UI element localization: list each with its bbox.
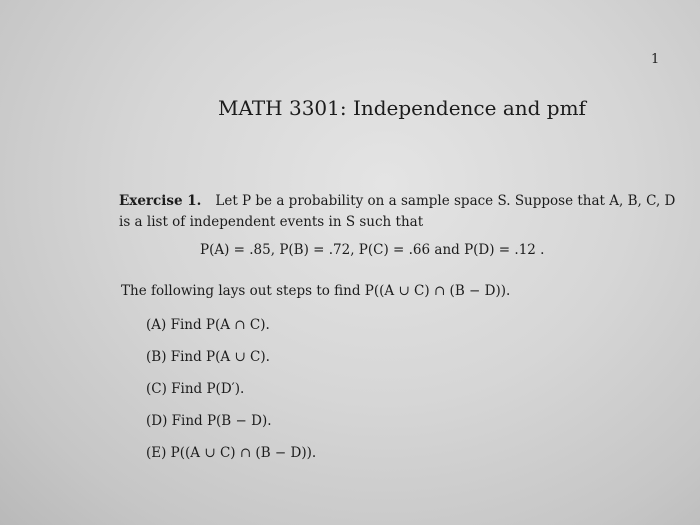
step-e: (E) P((A ∪ C) ∩ (B − D)).: [146, 445, 317, 461]
step-d: (D) Find P(B − D).: [146, 413, 272, 429]
steps-list: [146, 315, 316, 475]
steps-intro: The following lays out steps to find P((A ∪ C) ∩ (B − D)).: [121, 283, 511, 299]
exercise-statement: [119, 191, 679, 233]
step-a: (A) Find P(A ∩ C).: [146, 317, 270, 333]
page-title: MATH 3301: Independence and pmf: [218, 96, 586, 120]
page-number: 1: [651, 52, 660, 67]
exercise-label: Exercise 1.: [119, 193, 202, 209]
step-b: (B) Find P(A ∪ C).: [146, 349, 270, 365]
exercise-text: Let P be a probability on a sample space S. Suppose that A, B, C, D is a list of independent events in S such that: [119, 193, 676, 230]
step-c: (C) Find P(D′).: [146, 381, 245, 397]
probability-values: P(A) = .85, P(B) = .72, P(C) = .66 and P(D) = .12 .: [200, 242, 545, 258]
